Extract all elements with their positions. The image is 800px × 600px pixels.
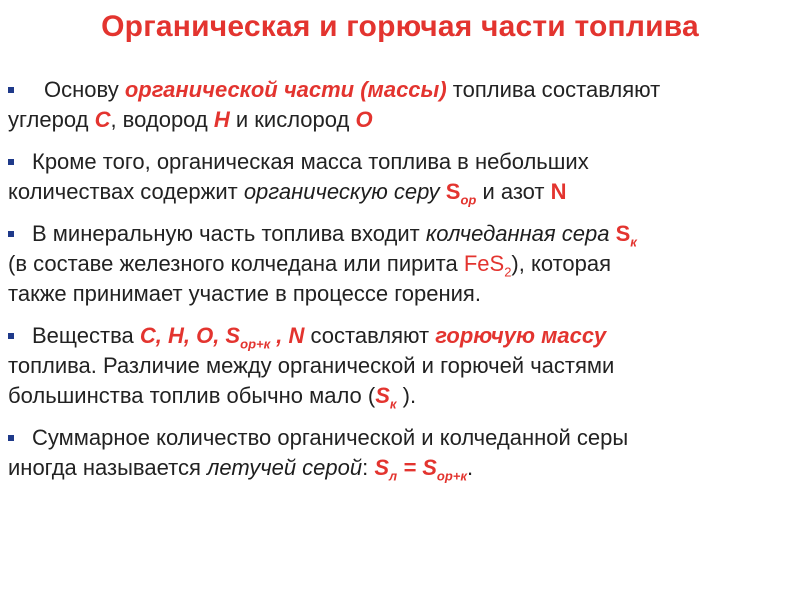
text: (в составе железного колчедана или пирита: [8, 251, 464, 276]
bullet-icon: [8, 87, 14, 93]
text: ).: [396, 383, 417, 408]
text: :: [362, 455, 375, 480]
paragraph-organic-sulfur: [8, 147, 788, 207]
term-volatile-sulfur: летучей серой: [206, 455, 363, 480]
text: ), которая: [511, 251, 612, 276]
text: Основу: [44, 77, 125, 102]
text: количествах содержит: [8, 179, 244, 204]
subscript: к: [389, 396, 397, 412]
text: углерод: [8, 107, 95, 132]
bullet-icon: [8, 333, 14, 339]
term-organic-part: органической части (массы): [124, 77, 447, 102]
formula-equation: = S: [397, 455, 437, 480]
symbol-sulfur: S: [374, 455, 390, 480]
symbol-hydrogen: Н: [213, 107, 230, 132]
text: В минеральную часть топлива входит: [32, 221, 426, 246]
text: Вещества: [32, 323, 140, 348]
subscript: 2: [504, 264, 512, 280]
term-pyrite-sulfur: колчеданная сера: [425, 221, 610, 246]
bullet-icon: [8, 435, 14, 441]
slide-content: [8, 75, 788, 495]
paragraph-volatile-sulfur: [8, 423, 788, 483]
text: Кроме того, органическая масса топлива в небольших: [32, 149, 589, 174]
subscript: к: [630, 234, 637, 250]
paragraph-mineral-part: [8, 219, 788, 309]
text: большинства топлив обычно мало (: [8, 383, 376, 408]
text: и азот: [476, 179, 551, 204]
paragraph-organic-part: [8, 75, 788, 135]
symbol-nitrogen: N: [550, 179, 567, 204]
symbol-oxygen: О: [355, 107, 373, 132]
formula-elements: С, Н, О, S: [139, 323, 241, 348]
term-combustible-mass: горючую массу: [435, 323, 607, 348]
text: составляют: [304, 323, 436, 348]
subscript: ор+к: [436, 468, 467, 484]
text: и кислород: [229, 107, 356, 132]
formula-pyrite: FeS: [463, 251, 505, 276]
text: иногда называется: [8, 455, 207, 480]
slide-title: Органическая и горючая части топлива: [101, 10, 699, 43]
text: топлива составляют: [446, 77, 661, 102]
symbol-sulfur: S: [375, 383, 390, 408]
subscript: ор: [460, 192, 477, 208]
symbol-carbon: С: [94, 107, 111, 132]
text: также принимает участие в процессе горения.: [8, 281, 481, 306]
bullet-icon: [8, 159, 14, 165]
symbol-nitrogen: , N: [270, 323, 305, 348]
paragraph-combustible-mass: [8, 321, 788, 411]
symbol-sulfur: S: [445, 179, 461, 204]
term-organic-sulfur: органическую серу: [243, 179, 440, 204]
text: топлива. Различие между органической и горючей частями: [8, 353, 615, 378]
text: , водород: [110, 107, 214, 132]
text: .: [466, 455, 474, 480]
symbol-sulfur: S: [615, 221, 631, 246]
bullet-icon: [8, 231, 14, 237]
subscript: л: [389, 468, 398, 484]
subscript: ор+к: [240, 336, 271, 352]
text: Суммарное количество органической и колчеданной серы: [32, 425, 629, 450]
